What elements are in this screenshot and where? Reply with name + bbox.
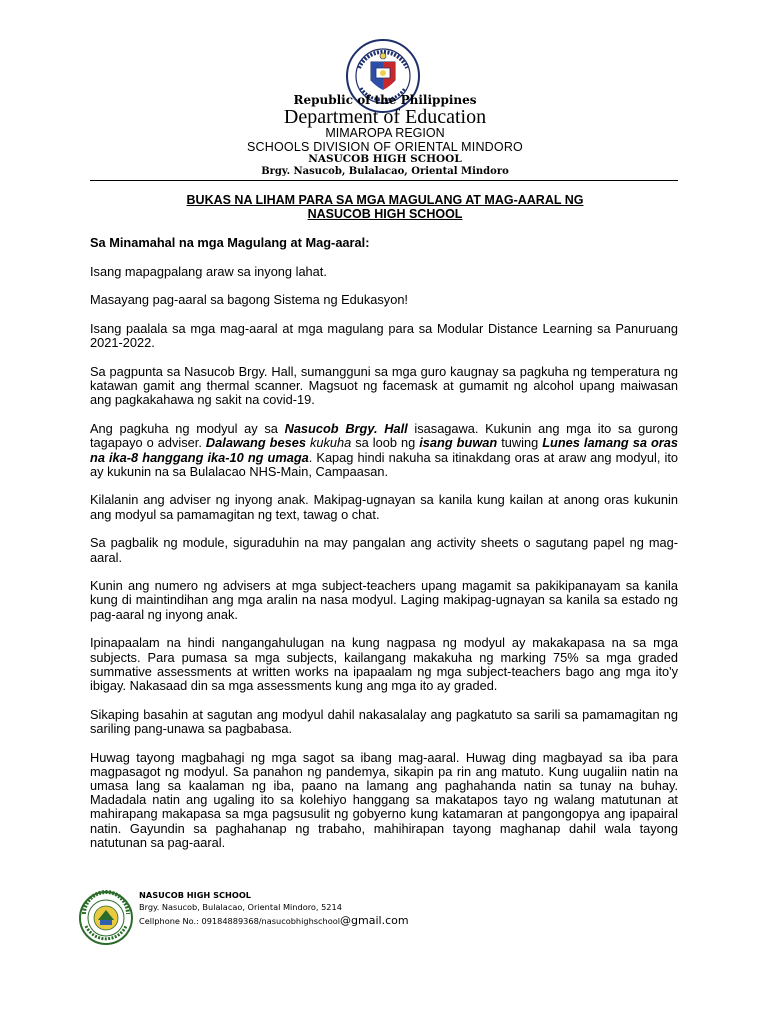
pickup-text: Ang pagkuha ng modyul ay sa <box>90 421 285 437</box>
pickup-schedule: Lunes lamang sa oras na ika-8 hanggang ika-10 ng umaga <box>90 435 679 465</box>
paragraph-honesty: Huwag tayong magbahagi ng mga sagot sa ibang mag-aaral. Huwag ding magbayad sa iba para magpasagot ng modyul. Sa panahon ng pandemya, sikapin pa rin ang matuto. Kung uugaliin natin na umasa lang sa kaalaman ng iba, paano na lamang ang paghahanda natin sa tunay na buhay. Madadala natin ang ugaling ito sa kolehiyo hanggang sa makatapos tayo ng walang matutunan at mahirapang makapasa sa mga pagsusulit ng gobyerno kung katamaran at pangongopya ang ipapairal natin. Gayundin sa paghahanap ng trabaho, mahihirapan tayong maghanap dahil wala tayong natutunan sa pag-aaral. <box>90 749 678 850</box>
letter-body <box>90 236 678 865</box>
paragraph-greeting: Isang mapagpalang araw sa inyong lahat. <box>90 263 327 279</box>
footer-contact <box>139 914 409 927</box>
paragraph-teacher-contacts: Kunin ang numero ng advisers at mga subject-teachers upang magamit sa pakikipanayam sa kanila kung di maintindihan ang mga aralin na nasa modyul. Laging makipag-ugnayan sa kanila sa estado ng pag-aaral ng inyong anak. <box>90 578 678 622</box>
paragraph-module-pickup <box>90 422 678 479</box>
header-division: SCHOOLS DIVISION OF ORIENTAL MINDORO <box>247 140 523 154</box>
school-seal-icon <box>78 890 134 946</box>
paragraph-health-protocol: Sa pagpunta sa Nasucob Brgy. Hall, sumangguni sa mga guro kaugnay sa pagkuha ng temperatura ng katawan gamit ang thermal scanner. Magsuot ng facemask at gumamit ng alcohol upang maiwasan ang pagkakahawa ng sakit na covid-19. <box>90 364 678 408</box>
header-divider <box>90 180 678 181</box>
pickup-text: isasagawa. Kukunin ang mga ito sa gurong tagapayo o adviser. <box>90 421 679 451</box>
header-school: NASUCOB HIGH SCHOOL <box>308 153 462 165</box>
header-address: Brgy. Nasucob, Bulalacao, Oriental Mindoro <box>261 166 509 177</box>
footer-phone: Cellphone No.: 09184889368/nasucobhighschool <box>139 916 341 926</box>
header-region: MIMAROPA REGION <box>325 126 445 140</box>
footer-email-domain: @gmail.com <box>340 914 409 927</box>
letter-title-line1: BUKAS NA LIHAM PARA SA MGA MAGULANG AT MAG-AARAL NG <box>186 193 584 207</box>
header-department: Department of Education <box>283 106 487 128</box>
pickup-text: tuwing <box>497 435 543 451</box>
pickup-frequency: Dalawang beses <box>205 435 306 451</box>
pickup-text: . Kapag hindi nakuha sa itinakdang oras at araw ang modyul, ito ay kukunin na sa Bulalacao NHS-Main, Campaasan. <box>90 449 678 479</box>
paragraph-reminder: Isang paalala sa mga mag-aaral at mga magulang para sa Modular Distance Learning sa Panuruang 2021-2022. <box>90 321 678 351</box>
paragraph-grading: Ipinapaalam na hindi nangangahulugan na kung nagpasa ng modyul ay makakapasa na sa mga subjects. Para pumasa sa mga subjects, kailangang makakuha ng marking 75% sa mga graded summative assessments at written works na ipapaalam ng mga subject-teachers bago ang mga ito'y ibigay. Nakasaad din sa mga assessments kung ang mga ito ay graded. <box>90 635 678 693</box>
pickup-verb: kukuha <box>305 435 352 451</box>
salutation: Sa Minamahal na mga Magulang at Mag-aaral: <box>90 235 370 250</box>
footer-address: Brgy. Nasucob, Bulalacao, Oriental Mindoro, 5214 <box>139 902 342 912</box>
pickup-period: isang buwan <box>419 435 498 451</box>
footer-school: NASUCOB HIGH SCHOOL <box>139 890 252 900</box>
paragraph-self-study: Sikaping basahin at sagutan ang modyul dahil nakasalalay ang pagkatuto sa sarili sa pamamagitan ng sariling pang-unawa sa pagbabasa. <box>90 706 678 736</box>
letter-title-line2: NASUCOB HIGH SCHOOL <box>307 207 463 221</box>
paragraph-adviser: Kilalanin ang adviser ng inyong anak. Makipag-ugnayan sa kanila kung kailan at anong oras kukunin ang modyul sa pamamagitan ng text, tawag o chat. <box>90 492 678 522</box>
pickup-text: sa loob ng <box>351 435 420 451</box>
header-republic: Republic of the Philippines <box>293 93 477 107</box>
pickup-location: Nasucob Brgy. Hall <box>284 421 408 437</box>
paragraph-welcome: Masayang pag-aaral sa bagong Sistema ng Edukasyon! <box>90 292 408 308</box>
paragraph-return-module: Sa pagbalik ng module, siguraduhin na may pangalan ang activity sheets o sagutang papel ng mag-aaral. <box>90 535 678 565</box>
